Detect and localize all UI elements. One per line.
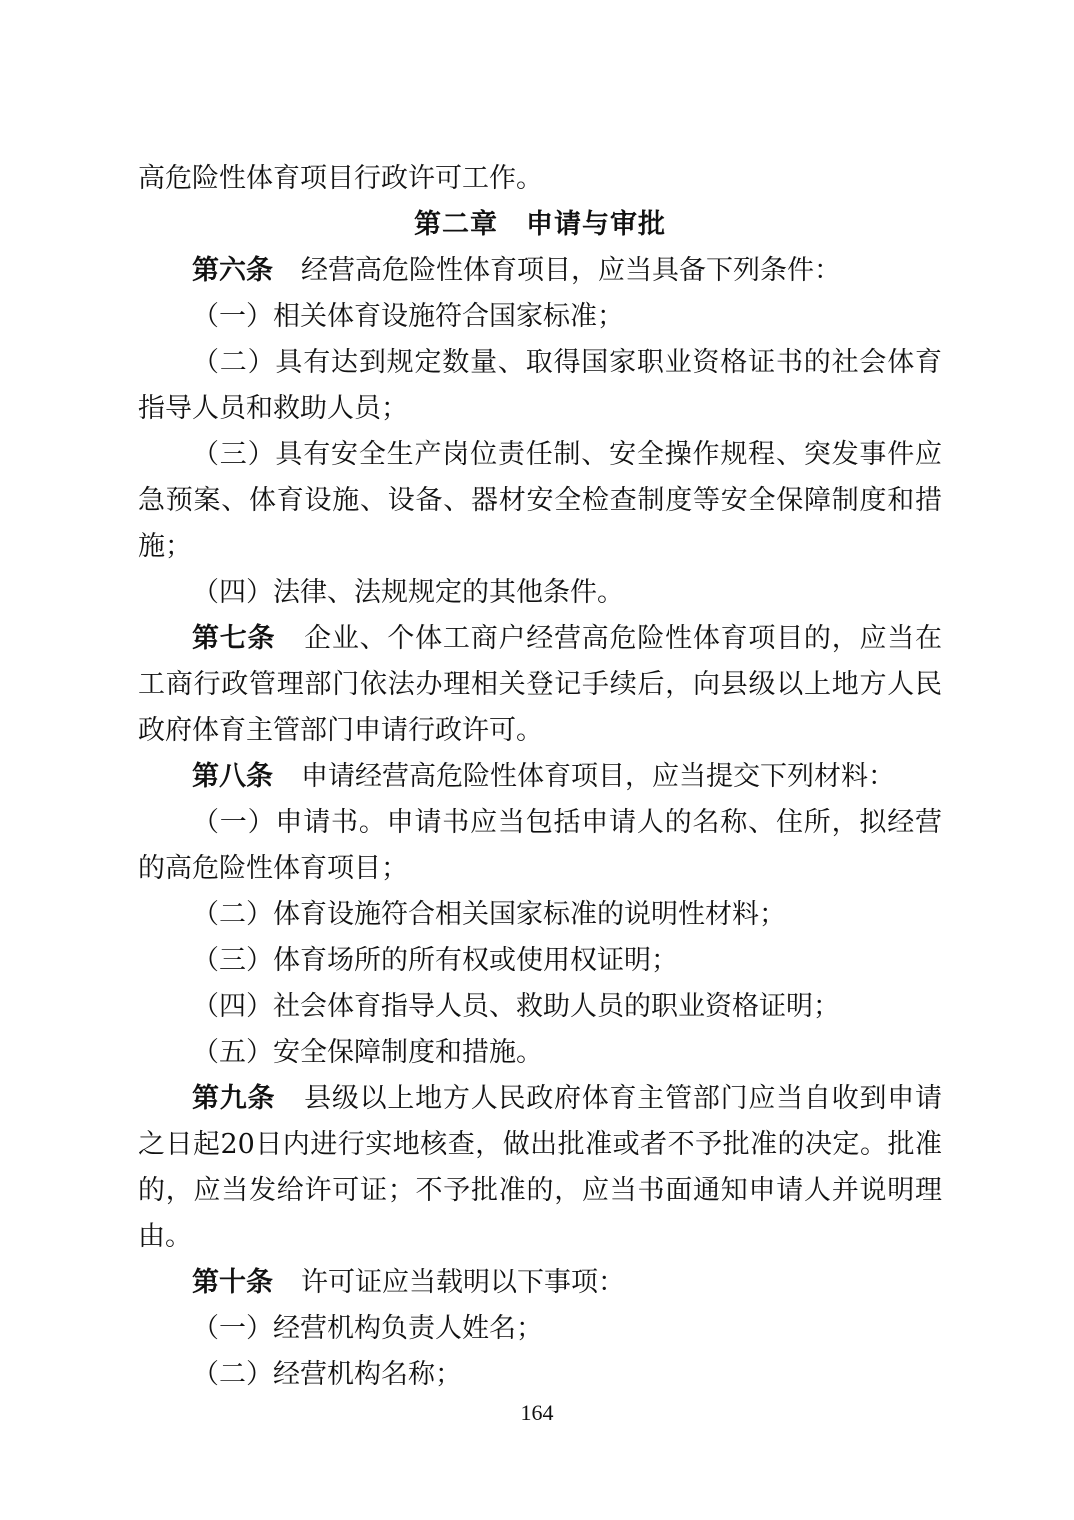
article-8-text: 申请经营高危险性体育项目，应当提交下列材料： [301,761,895,792]
page-number: 164 [520,1400,554,1425]
article-10-title: 第十条 [192,1267,273,1298]
article-6-item-3: （三）具有安全生产岗位责任制、安全操作规程、突发事件应急预案、体育设施、设备、器材安全检查制度等安全保障制度和措施； [138,439,942,562]
chapter-title: 第二章 申请与审批 [414,209,666,240]
article-6-item-1: （一）相关体育设施符合国家标准； [192,301,624,332]
article-6-item-2: （二）具有达到规定数量、取得国家职业资格证书的社会体育指导人员和救助人员； [138,347,942,424]
article-10-item-2: （二）经营机构名称； [192,1359,462,1390]
article-10-text: 许可证应当载明以下事项： [301,1267,625,1298]
article-8 [138,754,942,800]
article-6 [138,248,942,294]
article-10 [138,1260,942,1306]
article-9-text: 县级以上地方人民政府体育主管部门应当自收到申请之日起20日内进行实地核查，做出批准或者不予批准的决定。批准的，应当发给许可证；不予批准的，应当书面通知申请人并说明理由。 [138,1083,943,1252]
article-6-text: 经营高危险性体育项目，应当具备下列条件： [301,255,841,286]
article-6-item-4: （四）法律、法规规定的其他条件。 [192,577,624,608]
article-9 [138,1076,942,1260]
article-8-title: 第八条 [192,761,273,792]
article-8-item-1: （一）申请书。申请书应当包括申请人的名称、住所，拟经营的高危险性体育项目； [138,807,942,884]
article-9-title: 第九条 [192,1083,276,1114]
article-6-title: 第六条 [192,255,273,286]
article-8-item-3: （三）体育场所的所有权或使用权证明； [192,945,678,976]
article-8-item-4: （四）社会体育指导人员、救助人员的职业资格证明； [192,991,840,1022]
article-10-item-1: （一）经营机构负责人姓名； [192,1313,543,1344]
article-7-title: 第七条 [192,623,276,654]
article-8-item-2: （二）体育设施符合相关国家标准的说明性材料； [192,899,786,930]
article-7-text: 企业、个体工商户经营高危险性体育项目的，应当在工商行政管理部门依法办理相关登记手续后，向县级以上地方人民政府体育主管部门申请行政许可。 [138,623,943,746]
document-body [138,156,942,1398]
continuation-paragraph: 高危险性体育项目行政许可工作。 [138,163,543,194]
article-7 [138,616,942,754]
article-8-item-5: （五）安全保障制度和措施。 [192,1037,543,1068]
